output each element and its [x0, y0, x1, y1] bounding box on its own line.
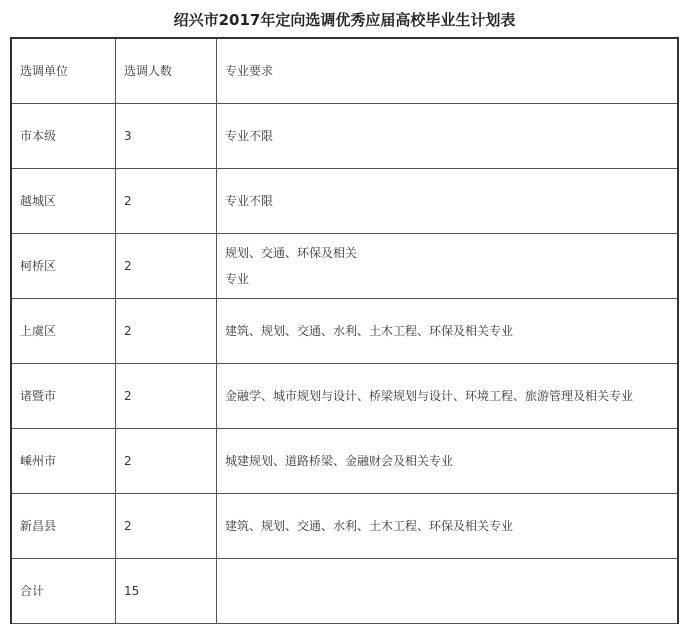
count-cell: 3 — [116, 104, 217, 169]
header-count: 选调人数 — [116, 38, 217, 104]
unit-cell: 市本级 — [11, 104, 116, 169]
requirement-line: 建筑、规划、交通、水利、土木工程、环保及相关专业 — [225, 324, 514, 338]
count-cell: 2 — [116, 234, 217, 299]
count-cell: 2 — [116, 494, 217, 559]
unit-cell: 新昌县 — [11, 494, 116, 559]
plan-table — [10, 37, 679, 624]
requirement-cell — [217, 169, 679, 234]
requirement-line: 建筑、规划、交通、水利、土木工程、环保及相关专业 — [225, 519, 514, 533]
requirement-line: 规划、交通、环保及相关 — [225, 246, 358, 260]
table-row — [11, 104, 678, 169]
requirement-line: 专业不限 — [225, 194, 274, 208]
requirement-line: 专业 — [225, 272, 250, 286]
requirement-cell — [217, 234, 679, 299]
total-count-cell: 15 — [116, 559, 217, 624]
table-row — [11, 169, 678, 234]
requirement-cell — [217, 429, 679, 494]
count-cell: 2 — [116, 169, 217, 234]
document-title: 绍兴市2017年定向选调优秀应届高校毕业生计划表 — [173, 11, 516, 29]
count-cell: 2 — [116, 429, 217, 494]
requirement-cell — [217, 559, 679, 624]
table-total-row — [11, 559, 678, 624]
table-row — [11, 299, 678, 364]
unit-cell: 越城区 — [11, 169, 116, 234]
header-requirement: 专业要求 — [217, 38, 679, 104]
requirement-line: 城建规划、道路桥梁、金融财会及相关专业 — [225, 454, 454, 468]
table-row — [11, 494, 678, 559]
total-label-cell: 合计 — [11, 559, 116, 624]
table-row — [11, 364, 678, 429]
unit-cell: 诸暨市 — [11, 364, 116, 429]
unit-cell: 嵊州市 — [11, 429, 116, 494]
header-unit: 选调单位 — [11, 38, 116, 104]
table-header-row — [11, 38, 678, 104]
requirement-line: 专业不限 — [225, 129, 274, 143]
count-cell: 2 — [116, 299, 217, 364]
unit-cell: 柯桥区 — [11, 234, 116, 299]
requirement-cell — [217, 104, 679, 169]
table-row — [11, 429, 678, 494]
table-row — [11, 234, 678, 299]
requirement-cell — [217, 364, 679, 429]
unit-cell: 上虞区 — [11, 299, 116, 364]
requirement-line: 金融学、城市规划与设计、桥梁规划与设计、环境工程、旅游管理及相关专业 — [225, 389, 634, 403]
count-cell: 2 — [116, 364, 217, 429]
requirement-cell — [217, 299, 679, 364]
requirement-cell — [217, 494, 679, 559]
